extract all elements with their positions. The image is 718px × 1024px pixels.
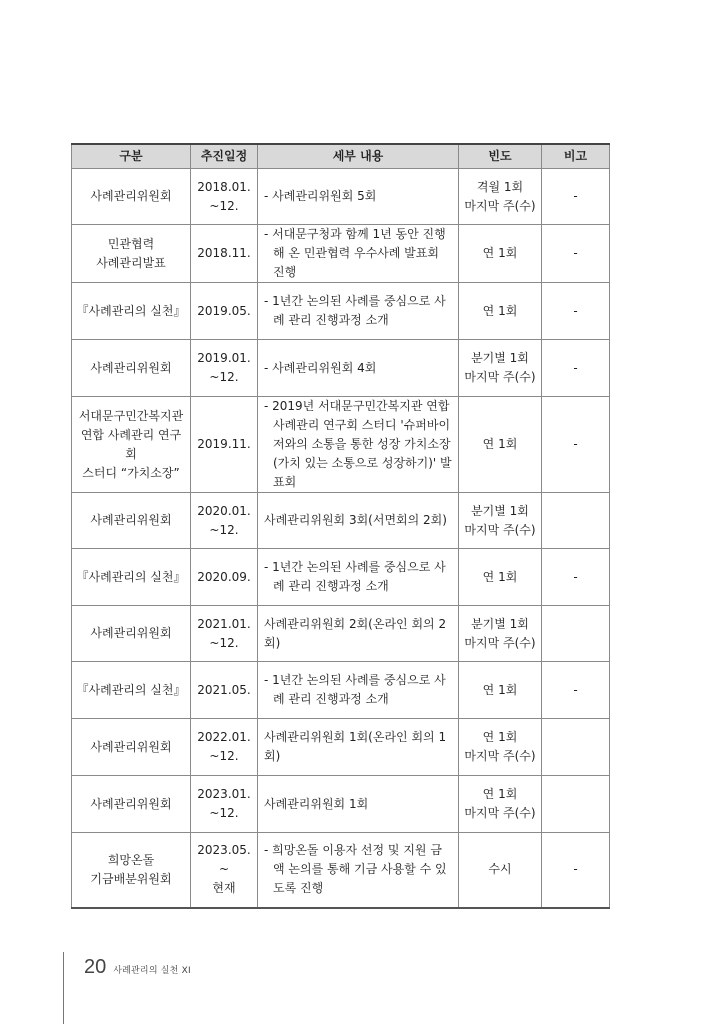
schedule-cell [191,283,258,340]
detail-line: 사례관리위원회 3회(서면회의 2회) [264,513,447,527]
page-footer [84,956,191,982]
category-line: 서대문구민간복지관 [78,408,184,423]
detail-line: 사례관리위원회 1회 [264,796,369,811]
category-cell [72,169,191,225]
category-cell [72,225,191,283]
frequency-cell [459,662,542,719]
frequency-line: 연 1회 [482,682,518,697]
footer-title: 사례관리의 실천 XI [113,966,191,976]
footer-rule [63,952,64,1024]
category-line: 사례관리위원회 [90,626,172,640]
frequency-line: 마지막 주(수) [464,749,536,763]
detail-line: - 1년간 논의된 사례를 중심으로 사례 관리 진행과정 소개 [264,294,446,327]
frequency-line: 마지막 주(수) [464,370,536,384]
detail-cell [258,549,459,606]
detail-cell [258,776,459,833]
detail-line: - 사례관리위원회 5회 [264,189,377,203]
frequency-cell [459,719,542,776]
category-line: 스터디 “가치소장” [82,465,180,480]
frequency-line: 격월 1회 [476,179,524,194]
table-row [72,169,610,225]
table-row [72,225,610,283]
note-cell: - [542,549,610,606]
header-frequency: 빈도 [459,144,542,169]
frequency-cell [459,340,542,397]
category-line: 사례관리위원회 [90,513,172,527]
detail-line: - 1년간 논의된 사례를 중심으로 사례 관리 진행과정 소개 [264,673,446,706]
schedule-cell [191,169,258,225]
note-cell: - [542,283,610,340]
detail-cell [258,225,459,283]
category-line: 사례관리위원회 [90,360,172,375]
note-cell [542,606,610,662]
schedule-cell [191,493,258,549]
detail-line: - 2019년 서대문구민간복지관 연합 사례관리 연구회 스터디 '슈퍼바이저와의 소통을 통한 성장 가치소장(가치 있는 소통으로 성장하기)' 발표회 [264,399,452,489]
table-row [72,340,610,397]
table-row [72,662,610,719]
table-row [72,776,610,833]
table-row [72,719,610,776]
schedule-line: 2023.01. [197,787,251,801]
schedule-line: 2022.01. [197,730,251,744]
header-schedule: 추진일정 [191,144,258,169]
schedule-cell [191,719,258,776]
frequency-line: 마지막 주(수) [464,635,536,650]
schedule-cell [191,776,258,833]
category-line: 사례관리위원회 [90,739,172,754]
schedule-cell [191,225,258,283]
category-cell [72,662,191,719]
detail-cell [258,340,459,397]
schedule-line: 2021.01. [197,616,251,631]
plan-table [71,143,610,909]
schedule-cell [191,397,258,493]
category-line: 희망온돌 [107,852,155,867]
schedule-line: ~12. [209,198,239,213]
frequency-line: 마지막 주(수) [464,806,536,820]
schedule-line: 현재 [212,881,236,896]
note-cell: - [542,397,610,493]
schedule-line: 2021.05. [197,682,251,697]
note-cell [542,493,610,549]
note-cell: - [542,662,610,719]
schedule-cell [191,549,258,606]
category-cell [72,397,191,493]
category-line: 기금배분위원회 [90,871,172,886]
detail-cell [258,662,459,719]
detail-line: 사례관리위원회 1회(온라인 회의 1회) [264,730,447,763]
schedule-line: ~12. [209,806,239,820]
frequency-cell [459,169,542,225]
detail-cell [258,719,459,776]
note-cell: - [542,169,610,225]
schedule-line: ~12. [209,635,239,650]
note-cell: - [542,225,610,283]
frequency-cell [459,283,542,340]
detail-cell [258,283,459,340]
frequency-line: 마지막 주(수) [464,198,536,213]
note-cell: - [542,833,610,908]
frequency-cell [459,397,542,493]
frequency-line: 연 1회 [482,437,518,451]
frequency-line: 마지막 주(수) [464,522,536,537]
note-cell [542,776,610,833]
detail-line: 사례관리위원회 2회(온라인 회의 2회) [264,616,447,650]
frequency-line: 분기별 1회 [471,503,529,518]
table-row [72,606,610,662]
frequency-line: 수시 [488,862,512,877]
detail-cell [258,169,459,225]
category-line: 민관협력 [107,236,155,251]
note-cell [542,719,610,776]
schedule-line: 2018.11. [197,246,251,260]
frequency-line: 분기별 1회 [471,616,529,631]
note-cell: - [542,340,610,397]
frequency-line: 연 1회 [482,246,518,260]
schedule-line: ~12. [209,370,239,384]
header-category: 구분 [72,144,191,169]
schedule-line: 2019.01. [197,351,251,365]
table-header-row [72,144,610,169]
category-line: 연합 사례관리 연구회 [80,427,182,461]
detail-line: - 사례관리위원회 4회 [264,360,377,375]
frequency-line: 연 1회 [482,730,518,744]
schedule-line: ~12. [209,522,239,537]
schedule-cell [191,340,258,397]
frequency-cell [459,493,542,549]
schedule-line: 2020.01. [197,503,251,518]
schedule-cell [191,662,258,719]
schedule-cell [191,833,258,908]
schedule-cell [191,606,258,662]
category-cell [72,606,191,662]
detail-cell [258,833,459,908]
frequency-line: 연 1회 [482,569,518,584]
table-row [72,549,610,606]
schedule-line: ~ [218,862,230,877]
table-row [72,833,610,908]
detail-line: - 서대문구청과 함께 1년 동안 진행해 온 민관협력 우수사례 발표회 진행 [264,227,446,279]
detail-line: - 1년간 논의된 사례를 중심으로 사례 관리 진행과정 소개 [264,560,446,593]
schedule-line: 2018.01. [197,179,251,194]
category-cell [72,493,191,549]
header-note: 비고 [542,144,610,169]
category-cell [72,283,191,340]
category-line: 『사례관리의 실천』 [76,303,186,318]
frequency-line: 분기별 1회 [471,351,529,365]
schedule-line: 2019.11. [197,437,251,451]
category-cell [72,340,191,397]
frequency-cell [459,225,542,283]
frequency-line: 연 1회 [482,787,518,801]
table-row [72,397,610,493]
category-cell [72,549,191,606]
frequency-line: 연 1회 [482,303,518,318]
frequency-cell [459,833,542,908]
frequency-cell [459,776,542,833]
category-line: 사례관리위원회 [90,796,172,811]
category-cell [72,833,191,908]
detail-cell [258,606,459,662]
category-line: 『사례관리의 실천』 [76,569,186,584]
schedule-line: 2020.09. [197,569,251,584]
schedule-line: 2019.05. [197,303,251,318]
detail-cell [258,493,459,549]
frequency-cell [459,606,542,662]
header-detail: 세부 내용 [258,144,459,169]
detail-line: - 희망온돌 이용자 선정 및 지원 금액 논의를 통해 기금 사용할 수 있도록 진행 [264,843,447,896]
category-line: 사례관리위원회 [90,189,172,203]
category-line: 『사례관리의 실천』 [76,682,186,697]
detail-cell [258,397,459,493]
table-body [72,169,610,908]
schedule-line: 2023.05. [197,843,251,858]
page-number: 20 [84,956,107,978]
category-cell [72,776,191,833]
category-line: 사례관리발표 [96,255,166,270]
frequency-cell [459,549,542,606]
category-cell [72,719,191,776]
table-row [72,283,610,340]
schedule-line: ~12. [209,749,239,763]
table-row [72,493,610,549]
